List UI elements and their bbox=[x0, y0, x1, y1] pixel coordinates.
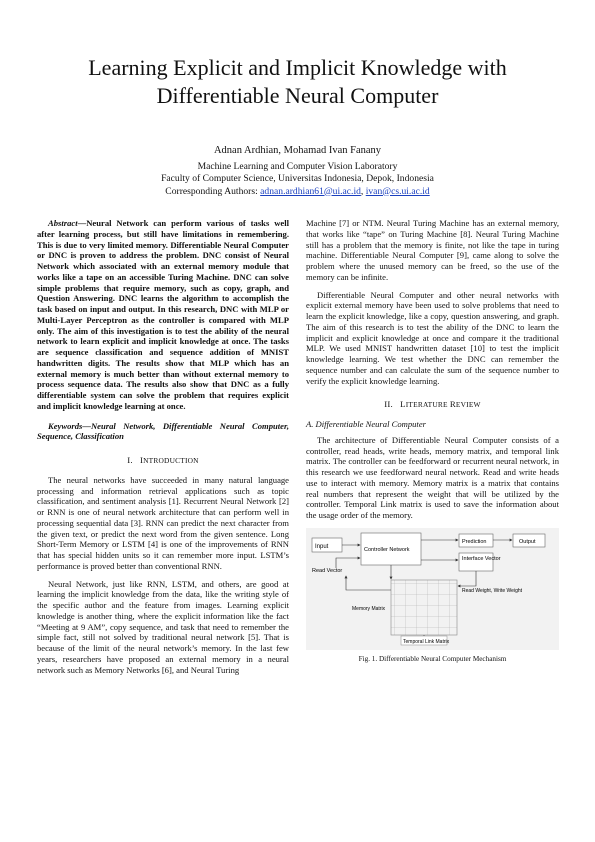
paper-title: Learning Explicit and Implicit Knowledge with Differentiable Neural Computer bbox=[88, 55, 507, 108]
author-names: Adnan Ardhian, Mohamad Ivan Fanany bbox=[213, 145, 382, 156]
rw-weight-label: Read Weight, Write Weight bbox=[462, 587, 523, 594]
figure-dnc-mechanism bbox=[306, 528, 559, 650]
controller-label: Controller Network bbox=[364, 546, 410, 553]
intro-paragraph-1: The neural networks have succeeded in many natural language processing and information retrieval applications such as topic classification, and sentiment analysis [1]. Recurrent Neural Network [2] or RNN is one of neural network architecture that can perform well in processing sequential data [3]. RNN can predict the next character from the given text, or predict the next word from the given sentence. Long Short-Term Memory or LSTM [4] is one of the improvements of RNN that has special hidden units so it can remember more input. LSTM’s performance is proved better than conventional RNN. bbox=[37, 474, 289, 571]
memory-matrix-label: Memory Matrix bbox=[352, 605, 386, 612]
interface-label: Interface Vector bbox=[462, 555, 501, 562]
author-block bbox=[40, 145, 555, 198]
temporal-link-label: Temporal Link Matrix bbox=[403, 638, 450, 645]
email-link-2[interactable]: ivan@cs.ui.ac.id bbox=[365, 185, 430, 197]
input-label: Input bbox=[315, 543, 329, 550]
section-heading-literature-review: II. LITERATURE REVIEW bbox=[384, 399, 481, 410]
memory-matrix-grid bbox=[391, 580, 457, 635]
figure-caption: Fig. 1. Differentiable Neural Computer Mechanism bbox=[358, 654, 507, 663]
intro-paragraph-2: Neural Network, just like RNN, LSTM, and others, are good at learning the implicit knowledge from the data, like the writing style of the specific author and the feature from images. Learning explicit knowledge is another thing, where the explicit information like the fact “Meeting at 9 AM”, copy sequence, and task that need to remember the simple fact, still not solved by traditional neural network [5]. That is because of the limit of the neural network’s memory. In the last few years, researchers have proposed an external memory in a neural network such as Memory Networks [6], and Neural Turing bbox=[37, 578, 289, 675]
corresponding-label: Corresponding Authors: bbox=[165, 185, 261, 197]
email-separator: , bbox=[360, 185, 366, 197]
right-paragraph-1: Machine [7] or NTM. Neural Turing Machine has an external memory, that works like “tape” on Turing Machine [8]. Neural Turing Machine still has a problem that the memory is finite, not like the tape in turing machine. Differentiable Neural Computer [9], came along to solve the problem where the unused memory can be freed, so the use of the memory can be infinite. bbox=[306, 218, 559, 282]
abstract bbox=[37, 218, 289, 412]
right-column bbox=[306, 218, 559, 665]
keywords: Keywords—Neural Network, Differentiable Neural Computer, Sequence, Classification bbox=[37, 420, 289, 442]
output-label: Output bbox=[519, 538, 536, 545]
affiliation-lab: Machine Learning and Computer Vision Laboratory bbox=[197, 160, 398, 172]
right-paragraph-3: The architecture of Differentiable Neural Computer consists of a controller, read heads, write heads, memory matrix, and temporal link matrix. The controller can be feedforward or recurrent neural network, in this research we use feedforward neural network. Read and write heads use to interact with memory. Memory matrix is a matrix that contains real numbers that represent the weight that will be utilized by the controller. Temporal Link matrix is used to save the information about the usage order of the memory. bbox=[306, 434, 559, 520]
section-heading-introduction: I. INTRODUCTION bbox=[127, 455, 199, 465]
email-link-1[interactable]: adnan.ardhian61@ui.ac.id bbox=[260, 185, 361, 197]
subsection-heading-dnc: A. Differentiable Neural Computer bbox=[306, 419, 426, 429]
corresponding-line bbox=[40, 186, 555, 199]
abstract-text: —Neural Network can perform various of tasks well after learning process, but still have limitations in remembering. This is due to very limited memory. Differentiable Neural Computer or DNC is proven to address the problem. DNC consist of Neural Network which associated with an external memory module that works like a tape on an accessible Turing Machine. DNC can solve simple problems that require memory, such as copy, graph, and Question Answering. DNC learns the algorithm to accomplish the task based on input and output. In this research, DNC with MLP or Multi-Layer Perceptron as the controller is compared with MLP only. The aim of this investigation is to test the ability of the neural network to learn explicit and implicit knowledge at once. The tasks are sequence classification and sequence addition of MNIST handwritten digits. The results show that MLP which has an external memory is much better than without external memory to process sequence data. The results also show that DNC as a fully differentiable system can solve the problem that requires explicit and implicit knowledge learning at once. bbox=[37, 218, 289, 411]
dnc-diagram bbox=[306, 528, 559, 650]
prediction-label: Prediction bbox=[462, 538, 487, 545]
affiliation-faculty: Faculty of Computer Science, Universitas Indonesia, Depok, Indonesia bbox=[161, 173, 434, 184]
abstract-label: Abstract bbox=[48, 218, 78, 228]
right-paragraph-2: Differentiable Neural Computer and other neural networks with explicit external memory have been used to solve problems that need to learn the explicit knowledge, like a copy, question answering, and graph. The aim of this research is to test the ability of the DNC to learn the implicit and explicit knowledge at once and compare it the traditional MLP. We used MNIST handwritten dataset [10] to test the implicit knowledge learning. We test whether the DNC can remember the sequence number and can calculate the sum of the sequence number to verify the explicit knowledge learning. bbox=[306, 289, 559, 386]
read-vector-label: Read Vector bbox=[312, 567, 343, 574]
left-column bbox=[37, 218, 289, 675]
